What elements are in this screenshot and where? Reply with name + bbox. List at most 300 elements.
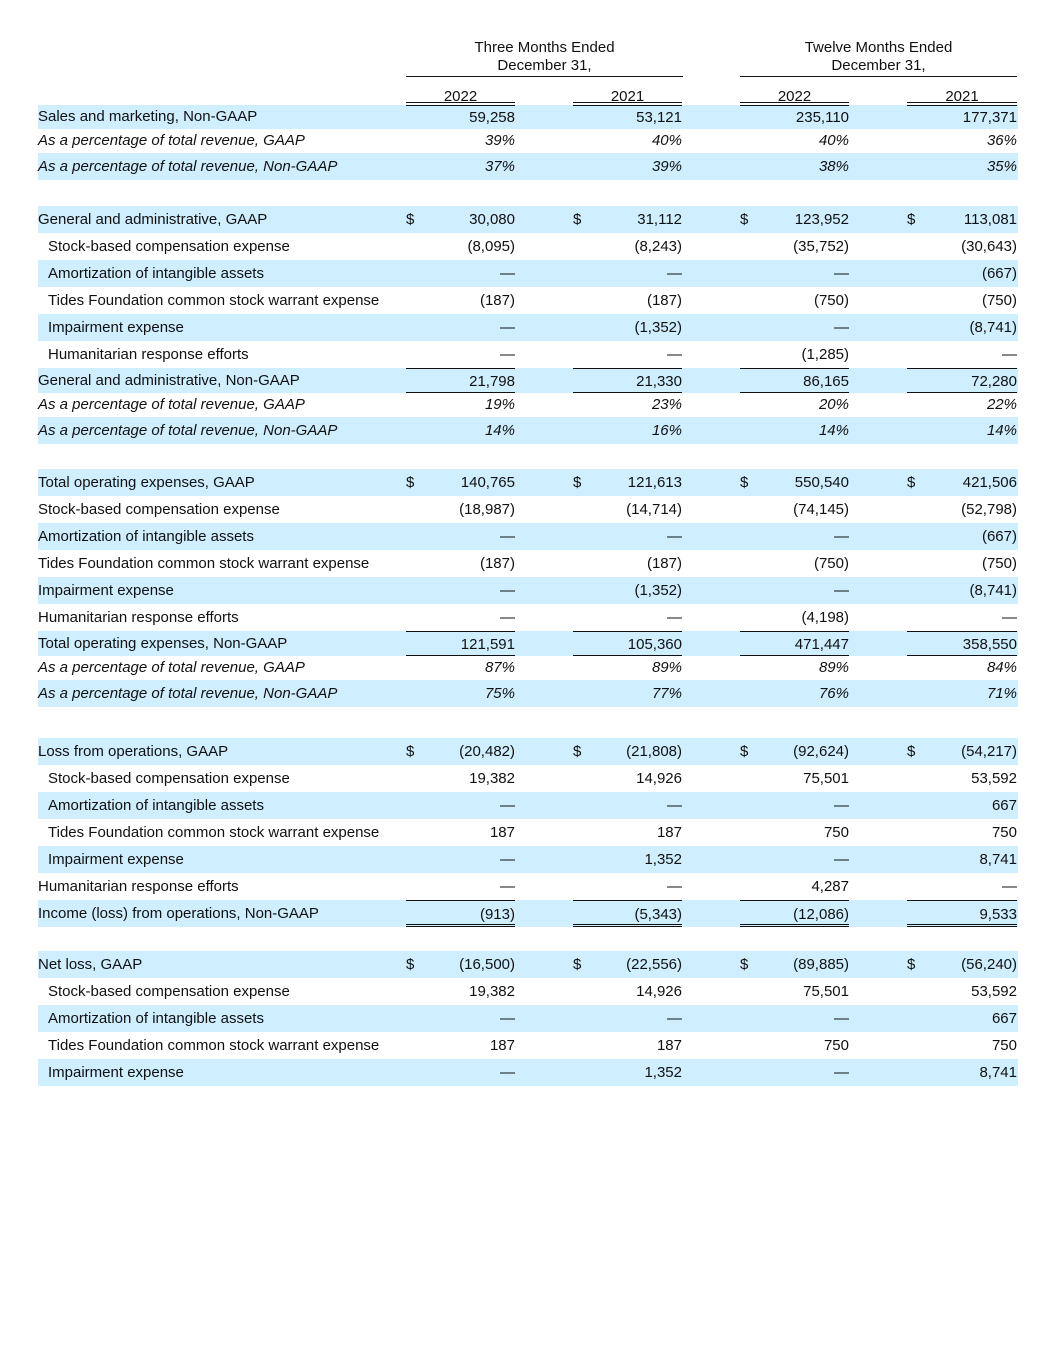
value-cell [406,680,515,707]
value-cell [573,1005,682,1032]
value-cell [406,631,515,656]
value-cell [406,873,515,900]
cell-value: 550,540 [794,474,849,491]
row-label: Amortization of intangible assets [48,1010,264,1027]
cell-value: 87% [484,659,515,676]
cell-value: 59,258 [469,109,515,126]
table-row [38,496,1018,523]
cell-value: 89% [651,659,682,676]
cell-value: (14,714) [626,501,682,518]
cell-value: 1,352 [644,851,682,868]
table-row [38,523,1018,550]
currency-symbol: $ [907,956,916,973]
cell-value: 39% [651,158,682,175]
cell-value: 14,926 [636,983,682,1000]
row-label: Impairment expense [48,851,184,868]
table-row [38,550,1018,577]
value-cell [740,738,849,765]
value-cell [907,153,1017,180]
value-cell [573,846,682,873]
row-label: Stock-based compensation expense [48,238,290,255]
cell-value: 30,080 [469,211,515,228]
value-cell [907,1059,1017,1086]
cell-value: (89,885) [793,956,849,973]
table-row [38,469,1018,496]
value-cell [573,631,682,656]
value-cell [573,680,682,707]
cell-value: — [667,797,682,814]
cell-value: 21,330 [636,373,682,390]
cell-value: — [834,1064,849,1081]
cell-value: 53,592 [971,770,1017,787]
value-cell [573,738,682,765]
row-label: Total operating expenses, GAAP [38,474,255,491]
value-cell [406,819,515,846]
row-label: Sales and marketing, Non-GAAP [38,108,258,125]
row-label: General and administrative, GAAP [38,211,268,228]
cell-value: 750 [991,824,1017,841]
cell-value: 471,447 [794,636,849,653]
value-cell [406,978,515,1005]
value-cell [740,656,849,680]
currency-symbol: $ [740,956,749,973]
cell-value: (750) [981,555,1017,572]
cell-value: (913) [479,906,515,923]
value-cell [740,604,849,631]
value-cell [740,287,849,314]
cell-value: 750 [823,1037,849,1054]
cell-value: (8,741) [969,582,1017,599]
cell-value: (750) [981,292,1017,309]
cell-value: (667) [981,265,1017,282]
cell-value: — [834,319,849,336]
value-cell [406,368,515,393]
year-rule [740,102,849,103]
value-cell [573,550,682,577]
value-cell [573,341,682,368]
value-cell [907,368,1017,393]
cell-value: 187 [656,824,682,841]
value-cell [406,206,515,233]
row-label: Amortization of intangible assets [38,528,254,545]
value-cell [740,765,849,792]
table-row [38,129,1018,153]
cell-value: 421,506 [962,474,1017,491]
cell-value: — [834,265,849,282]
cell-value: — [667,609,682,626]
cell-value: (16,500) [459,956,515,973]
value-cell [406,153,515,180]
value-cell [740,873,849,900]
value-cell [406,1005,515,1032]
table-row [38,287,1018,314]
row-label: General and administrative, Non-GAAP [38,372,300,389]
value-cell [573,656,682,680]
value-cell [573,523,682,550]
cell-value: 71% [986,685,1017,702]
table-row [38,900,1018,927]
cell-value: 40% [818,132,849,149]
year-rule [573,102,682,103]
value-cell [907,951,1017,978]
value-cell [907,792,1017,819]
value-cell [907,873,1017,900]
value-cell [740,1005,849,1032]
cell-value: (4,198) [801,609,849,626]
cell-value: (187) [479,292,515,309]
table-row [38,417,1018,444]
table-row [38,368,1018,393]
cell-value: (667) [981,528,1017,545]
value-cell [406,469,515,496]
value-cell [740,469,849,496]
three-months-heading-rule [406,76,683,77]
cell-value: — [834,1010,849,1027]
cell-value: 53,121 [636,109,682,126]
value-cell [907,1005,1017,1032]
cell-value: (21,808) [626,743,682,760]
table-row [38,951,1018,978]
year-header-q-2022: 2022 [443,88,478,105]
value-cell [907,469,1017,496]
table-row [38,680,1018,707]
row-label: Tides Foundation common stock warrant expense [48,292,380,309]
value-cell [406,287,515,314]
cell-value: 86,165 [803,373,849,390]
cell-value: — [1002,346,1017,363]
cell-value: — [834,582,849,599]
cell-value: 14% [986,422,1017,439]
value-cell [406,577,515,604]
row-label: Humanitarian response efforts [38,609,239,626]
cell-value: 84% [986,659,1017,676]
row-label: Impairment expense [38,582,174,599]
cell-value: 19,382 [469,983,515,1000]
table-row [38,738,1018,765]
row-label: Stock-based compensation expense [38,501,280,518]
value-cell [740,206,849,233]
value-cell [406,314,515,341]
table-row [38,819,1018,846]
value-cell [573,287,682,314]
currency-symbol: $ [907,474,916,491]
value-cell [907,314,1017,341]
cell-value: — [500,582,515,599]
value-cell [406,846,515,873]
currency-symbol: $ [907,743,916,760]
cell-value: (187) [646,555,682,572]
three-months-heading-line2: December 31, [497,57,592,74]
twelve-months-heading-rule [740,76,1017,77]
cell-value: (20,482) [459,743,515,760]
cell-value: 235,110 [795,109,849,126]
row-label: Amortization of intangible assets [48,797,264,814]
value-cell [907,105,1017,129]
value-cell [406,604,515,631]
value-cell [907,819,1017,846]
row-label: Tides Foundation common stock warrant expense [48,824,380,841]
cell-value: 113,081 [963,211,1017,228]
value-cell [573,978,682,1005]
value-cell [740,417,849,444]
value-cell [573,129,682,153]
value-cell [573,153,682,180]
table-row [38,1032,1018,1059]
cell-value: 8,741 [979,1064,1017,1081]
cell-value: — [500,346,515,363]
cell-value: (22,556) [626,956,682,973]
cell-value: (12,086) [793,906,849,923]
cell-value: (52,798) [961,501,1017,518]
table-row [38,792,1018,819]
cell-value: (750) [813,292,849,309]
value-cell [740,550,849,577]
table-row [38,604,1018,631]
value-cell [907,523,1017,550]
value-cell [907,129,1017,153]
currency-symbol: $ [740,211,749,228]
cell-value: 14% [818,422,849,439]
row-label: Impairment expense [48,1064,184,1081]
value-cell [907,631,1017,656]
value-cell [740,900,849,927]
cell-value: 105,360 [627,636,682,653]
currency-symbol: $ [573,956,582,973]
row-label: Income (loss) from operations, Non-GAAP [38,905,319,922]
row-label: Tides Foundation common stock warrant expense [48,1037,380,1054]
table-row [38,577,1018,604]
cell-value: 4,287 [811,878,849,895]
value-cell [907,846,1017,873]
value-cell [406,129,515,153]
table-row [38,631,1018,656]
cell-value: 40% [651,132,682,149]
cell-value: — [500,265,515,282]
three-months-heading-line1: Three Months Ended [474,39,615,56]
value-cell [907,765,1017,792]
cell-value: — [500,528,515,545]
cell-value: (1,352) [634,582,682,599]
value-cell [907,496,1017,523]
table-row [38,105,1018,129]
value-cell [406,233,515,260]
cell-value: 9,533 [979,906,1017,923]
cell-value: 358,550 [962,636,1017,653]
value-cell [573,900,682,927]
value-cell [907,978,1017,1005]
cell-value: 187 [489,1037,515,1054]
value-cell [740,314,849,341]
table-row [38,393,1018,417]
year-header-y-2022: 2022 [777,88,812,105]
value-cell [907,341,1017,368]
row-label: Impairment expense [48,319,184,336]
value-cell [573,393,682,417]
cell-value: 72,280 [971,373,1017,390]
cell-value: 75% [484,685,515,702]
cell-value: 23% [651,396,682,413]
table-row [38,206,1018,233]
row-label: Amortization of intangible assets [48,265,264,282]
value-cell [573,105,682,129]
year-rule [907,102,1017,103]
table-row [38,1005,1018,1032]
value-cell [573,368,682,393]
value-cell [406,341,515,368]
value-cell [740,1032,849,1059]
row-label: Net loss, GAAP [38,956,143,973]
value-cell [740,129,849,153]
cell-value: (750) [813,555,849,572]
row-label: Tides Foundation common stock warrant expense [38,555,370,572]
value-cell [406,765,515,792]
value-cell [907,260,1017,287]
value-cell [406,900,515,927]
value-cell [406,523,515,550]
year-rule [406,102,515,103]
value-cell [573,206,682,233]
value-cell [740,153,849,180]
row-label: As a percentage of total revenue, GAAP [38,396,305,413]
cell-value: — [667,1010,682,1027]
cell-value: 31,112 [637,211,682,228]
value-cell [406,105,515,129]
value-cell [573,233,682,260]
cell-value: 123,952 [794,211,849,228]
row-label: As a percentage of total revenue, GAAP [38,659,305,676]
cell-value: 750 [991,1037,1017,1054]
cell-value: 121,613 [627,474,682,491]
value-cell [406,656,515,680]
value-cell [406,496,515,523]
table-row [38,846,1018,873]
value-cell [740,368,849,393]
cell-value: — [667,346,682,363]
cell-value: 37% [484,158,515,175]
cell-value: 38% [818,158,849,175]
currency-symbol: $ [740,474,749,491]
value-cell [740,233,849,260]
cell-value: 21,798 [469,373,515,390]
cell-value: 39% [484,132,515,149]
table-row [38,260,1018,287]
value-cell [406,792,515,819]
cell-value: — [500,851,515,868]
row-label: Humanitarian response efforts [48,346,249,363]
cell-value: — [834,797,849,814]
value-cell [907,900,1017,927]
row-label: Stock-based compensation expense [48,983,290,1000]
cell-value: — [1002,609,1017,626]
value-cell [740,680,849,707]
table-row [38,233,1018,260]
cell-value: (56,240) [961,956,1017,973]
value-cell [907,287,1017,314]
cell-value: 187 [656,1037,682,1054]
value-cell [740,260,849,287]
value-cell [740,978,849,1005]
cell-value: 177,371 [962,109,1017,126]
value-cell [573,417,682,444]
table-row [38,978,1018,1005]
cell-value: 77% [651,685,682,702]
twelve-months-heading-line1: Twelve Months Ended [804,39,953,56]
currency-symbol: $ [573,743,582,760]
year-header-y-2021: 2021 [945,88,979,105]
value-cell [907,738,1017,765]
value-cell [573,873,682,900]
value-cell [740,523,849,550]
row-label: As a percentage of total revenue, Non-GAAP [38,685,338,702]
cell-value: 121,591 [460,636,515,653]
value-cell [907,417,1017,444]
currency-symbol: $ [406,474,415,491]
cell-value: 19,382 [469,770,515,787]
currency-symbol: $ [406,211,415,228]
value-cell [740,393,849,417]
value-cell [740,1059,849,1086]
row-label: As a percentage of total revenue, Non-GAAP [38,422,338,439]
cell-value: — [500,1064,515,1081]
cell-value: — [500,1010,515,1027]
table-row [38,1059,1018,1086]
row-label: Loss from operations, GAAP [38,743,229,760]
cell-value: 89% [818,659,849,676]
cell-value: (187) [479,555,515,572]
value-cell [406,1032,515,1059]
cell-value: (92,624) [793,743,849,760]
cell-value: 1,352 [644,1064,682,1081]
value-cell [740,105,849,129]
value-cell [907,206,1017,233]
cell-value: (1,285) [801,346,849,363]
value-cell [740,792,849,819]
cell-value: (8,741) [969,319,1017,336]
currency-symbol: $ [740,743,749,760]
cell-value: — [1002,878,1017,895]
table-row [38,765,1018,792]
value-cell [406,550,515,577]
currency-symbol: $ [573,474,582,491]
cell-value: — [500,319,515,336]
value-cell [406,393,515,417]
cell-value: 14,926 [636,770,682,787]
currency-symbol: $ [907,211,916,228]
cell-value: 667 [991,797,1017,814]
cell-value: 750 [823,824,849,841]
value-cell [573,577,682,604]
cell-value: (35,752) [793,238,849,255]
cell-value: 22% [986,396,1017,413]
value-cell [740,819,849,846]
row-label: Stock-based compensation expense [48,770,290,787]
cell-value: 8,741 [979,851,1017,868]
cell-value: — [500,878,515,895]
year-header-q-2021: 2021 [610,88,645,105]
value-cell [907,604,1017,631]
cell-value: 16% [651,422,682,439]
cell-value: (5,343) [634,906,682,923]
value-cell [573,1032,682,1059]
cell-value: — [667,878,682,895]
value-cell [406,1059,515,1086]
cell-value: (8,243) [634,238,682,255]
table-row [38,873,1018,900]
cell-value: (54,217) [961,743,1017,760]
cell-value: 75,501 [803,983,849,1000]
value-cell [406,951,515,978]
cell-value: — [500,609,515,626]
